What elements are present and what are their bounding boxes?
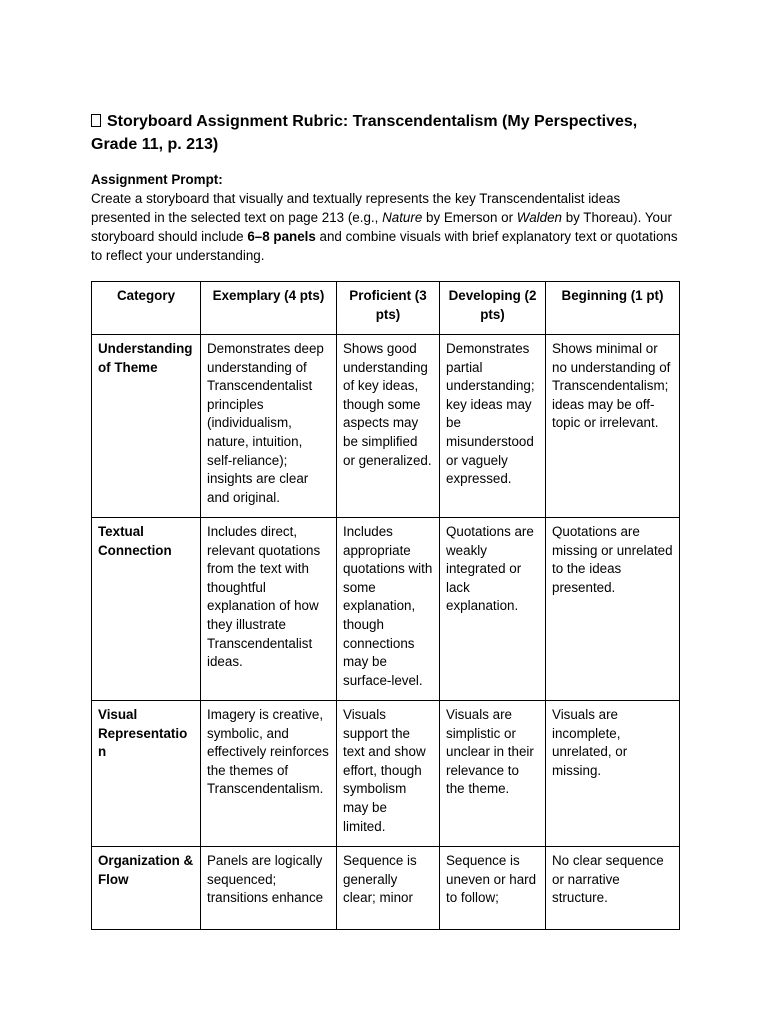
exemplary-cell: Includes direct, relevant quotations from the text with thoughtful explanation of how they illustrate Transcendentalist ideas.: [201, 518, 337, 701]
prompt-text-4: and combine visuals with brief explanatory text or quotations to reflect your understanding.: [91, 229, 678, 263]
beginning-cell: Shows minimal or no understanding of Transcendentalism; ideas may be off-topic or irrelevant.: [546, 335, 680, 518]
developing-cell: Demonstrates partial understanding; key ideas may be misunderstood or vaguely expressed.: [440, 335, 546, 518]
exemplary-cell: Demonstrates deep understanding of Transcendentalist principles (individualism, nature, intuition, self-reliance); insights are clear and original.: [201, 335, 337, 518]
proficient-cell: Shows good understanding of key ideas, though some aspects may be simplified or generalized.: [337, 335, 440, 518]
header-exemplary: Exemplary (4 pts): [201, 282, 337, 335]
header-proficient: Proficient (3 pts): [337, 282, 440, 335]
exemplary-cell: Panels are logically sequenced; transitions enhance: [201, 847, 337, 930]
prompt-bold-panels: 6–8 panels: [247, 229, 316, 244]
header-beginning: Beginning (1 pt): [546, 282, 680, 335]
rubric-table: [91, 281, 680, 930]
document-title: [91, 110, 681, 156]
prompt-text-2: by Emerson or: [422, 210, 517, 225]
prompt-text-1: Create a storyboard that visually and textually represents the key Transcendentalist ideas presented in the selected text on page 213 (e.g.,: [91, 191, 621, 225]
beginning-cell: Visuals are incomplete, unrelated, or missing.: [546, 701, 680, 847]
prompt-italic-walden: Walden: [516, 210, 562, 225]
header-developing: Developing (2 pts): [440, 282, 546, 335]
exemplary-cell: Imagery is creative, symbolic, and effectively reinforces the themes of Transcendentalism.: [201, 701, 337, 847]
proficient-cell: Includes appropriate quotations with some explanation, though connections may be surface-level.: [337, 518, 440, 701]
assignment-prompt-heading: Assignment Prompt:: [91, 172, 223, 187]
category-cell: Textual Connection: [92, 518, 201, 701]
table-row: [92, 847, 680, 930]
prompt-italic-nature: Nature: [382, 210, 423, 225]
category-cell: Understanding of Theme: [92, 335, 201, 518]
document-title-text: Storyboard Assignment Rubric: Transcendentalism (My Perspectives, Grade 11, p. 213): [91, 113, 638, 153]
prompt-text-3: by Thoreau). Your storyboard should include: [91, 210, 672, 244]
category-cell: Organization & Flow: [92, 847, 201, 930]
table-row: [92, 518, 680, 701]
developing-cell: Quotations are weakly integrated or lack explanation.: [440, 518, 546, 701]
developing-cell: Sequence is uneven or hard to follow;: [440, 847, 546, 930]
category-cell: Visual Representation: [92, 701, 201, 847]
table-row: [92, 335, 680, 518]
proficient-cell: Sequence is generally clear; minor: [337, 847, 440, 930]
beginning-cell: No clear sequence or narrative structure.: [546, 847, 680, 930]
developing-cell: Visuals are simplistic or unclear in their relevance to the theme.: [440, 701, 546, 847]
table-row: [92, 701, 680, 847]
beginning-cell: Quotations are missing or unrelated to the ideas presented.: [546, 518, 680, 701]
header-category: Category: [92, 282, 201, 335]
rubric-header-row: [92, 282, 680, 335]
proficient-cell: Visuals support the text and show effort, though symbolism may be limited.: [337, 701, 440, 847]
assignment-prompt: [91, 170, 681, 265]
box-glyph-icon: [91, 114, 101, 127]
